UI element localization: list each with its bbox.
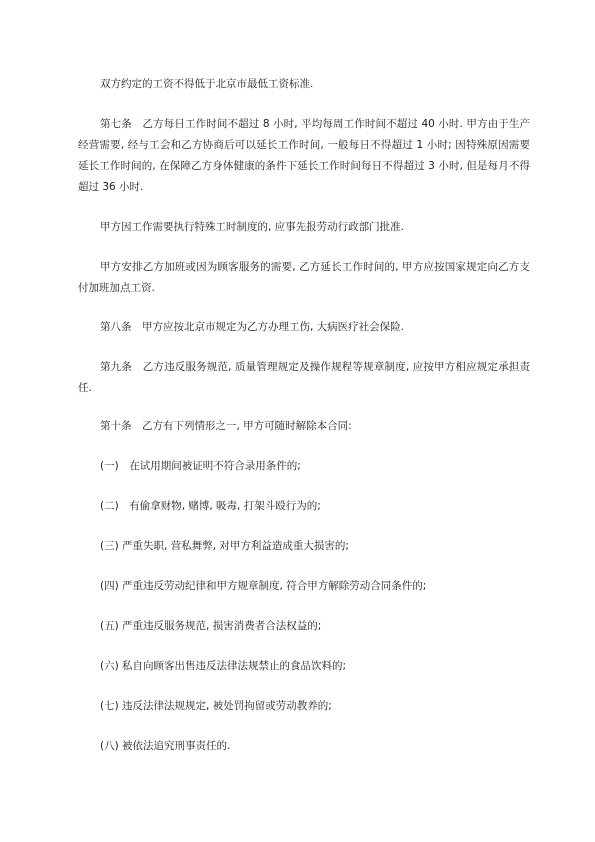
list-item-clause-7: (七) 违反法律法规规定, 被处罚拘留或劳动教养的; bbox=[100, 700, 332, 712]
list-item-clause-2: (二) 有偷拿财物, 赌博, 吸毒, 打架斗殴行为的; bbox=[100, 500, 321, 512]
paragraph-article-7: 第七条 乙方每日工作时间不超过 8 小时, 平均每周工作时间不超过 40 小时. 甲方由于生产经营需要, 经与工会和乙方协商后可以延长工作时间, 一般每日不得超过 1 小时; 因特殊原因需要延长工作时间的, 在保障乙方身体健康的条件下延长工作时间每日不得超过 3 小时, 但是每月不得超过 36 小时. bbox=[78, 118, 530, 193]
list-item-clause-5: (五) 严重违反服务规范, 损害消费者合法权益的; bbox=[100, 620, 322, 632]
list-item-clause-3: (三) 严重失职, 营私舞弊, 对甲方利益造成重大损害的; bbox=[100, 540, 349, 552]
paragraph-article-10: 第十条 乙方有下列情形之一, 甲方可随时解除本合同: bbox=[100, 420, 352, 432]
list-item-clause-4: (四) 严重违反劳动纪律和甲方规章制度, 符合甲方解除劳动合同条件的; bbox=[100, 580, 427, 592]
paragraph-special-hours: 甲方因工作需要执行特殊工时制度的, 应事先报劳动行政部门批准. bbox=[100, 221, 405, 233]
list-item-clause-8: (八) 被依法追究刑事责任的. bbox=[100, 740, 231, 752]
list-item-clause-1: (一) 在试用期间被证明不符合录用条件的; bbox=[100, 460, 301, 472]
paragraph-article-9: 第九条 乙方违反服务规范, 质量管理规定及操作规程等规章制度, 应按甲方相应规定承担责任. bbox=[78, 361, 530, 394]
paragraph-minimum-wage: 双方约定的工资不得低于北京市最低工资标准. bbox=[100, 78, 314, 90]
list-item-clause-6: (六) 私自向顾客出售违反法律法规禁止的食品饮料的; bbox=[100, 660, 347, 672]
paragraph-overtime-pay: 甲方安排乙方加班或因为顾客服务的需要, 乙方延长工作时间的, 甲方应按国家规定向乙方支付加班加点工资. bbox=[78, 261, 530, 294]
paragraph-article-8: 第八条 甲方应按北京市规定为乙方办理工伤, 大病医疗社会保险. bbox=[100, 321, 405, 333]
